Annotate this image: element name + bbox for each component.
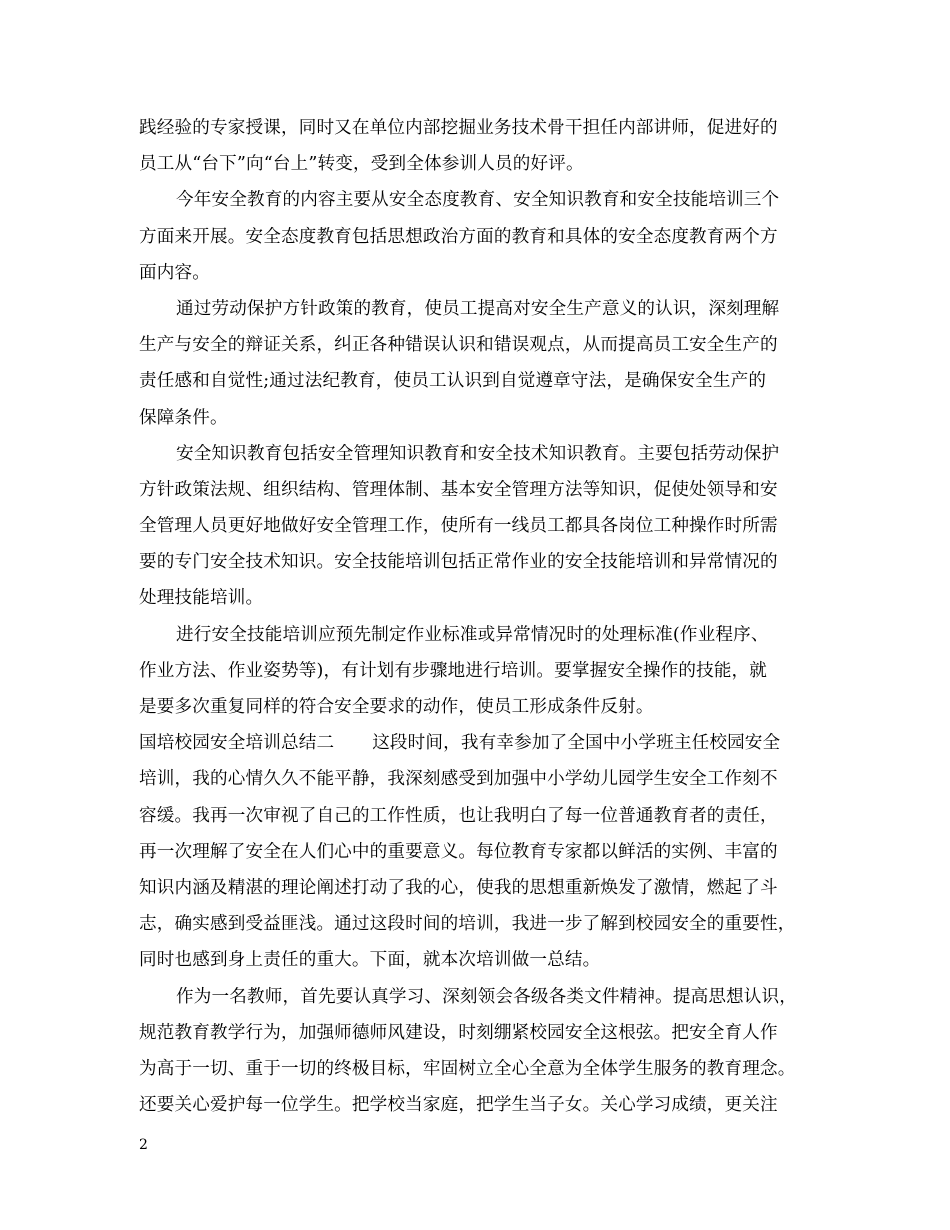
paragraph-start: 通过劳动保护方针政策的教育，使员工提高对安全生产意义的认识，深刻理解 [176, 298, 780, 319]
text-line: 全管理人员更好地做好安全管理工作，使所有一线员工都具各岗位工种操作时所需 [139, 516, 778, 537]
text-line: 是要多次重复同样的符合安全要求的动作，使员工形成条件反射。 [139, 697, 654, 717]
text-line: 为高于一切、重于一切的终极目标，牢固树立全心全意为全体学生服务的教育理念。 [139, 1058, 796, 1079]
text-line: 规范教育教学行为，加强师德师风建设，时刻绷紧校园安全这根弦。把安全育人作 [139, 1022, 778, 1043]
text-line: 还要关心爱护每一位学生。把学校当家庭，把学生当子女。关心学习成绩，更关注 [139, 1095, 778, 1116]
paragraph-start: 安全知识教育包括安全管理知识教育和安全技术知识教育。主要包括劳动保护 [176, 443, 780, 464]
text-line: 践经验的专家授课，同时又在单位内部挖掘业务技术骨干担任内部讲师，促进好的 [139, 118, 778, 138]
text-line: 保障条件。 [139, 407, 228, 428]
text-line: 生产与安全的辩证关系，纠正各种错误认识和错误观点，从而提高员工安全生产的 [139, 335, 778, 356]
text-line: 方面来开展。安全态度教育包括思想政治方面的教育和具体的安全态度教育两个方 [139, 226, 778, 247]
text-line: 处理技能培训。 [139, 588, 264, 609]
text-line: 知识内涵及精湛的理论阐述打动了我的心，使我的思想重新焕发了激情，燃起了斗 [139, 877, 778, 898]
text-line: 志，确实感到受益匪浅。通过这段时间的培训，我进一步了解到校园安全的重要性， [139, 914, 796, 935]
section-heading: 国培校园安全培训总结二 [139, 733, 335, 754]
text-line: 容缓。我再一次审视了自己的工作性质，也让我明白了每一位普通教育者的责任， [139, 805, 778, 826]
text-line: 培训，我的心情久久不能平静，我深刻感受到加强中小学幼儿园学生安全工作刻不 [139, 769, 778, 790]
text-line: 方针政策法规、组织结构、管理体制、基本安全管理方法等知识，促使处领导和安 [139, 479, 778, 500]
paragraph-start: 今年安全教育的内容主要从安全态度教育、安全知识教育和安全技能培训三个 [176, 190, 780, 211]
text-line: 员工从“台下”向“台上”转变，受到全体参训人员的好评。 [139, 154, 584, 175]
text-line: 责任感和自觉性;通过法纪教育，使员工认识到自觉遵章守法，是确保安全生产的 [139, 371, 767, 392]
page-number: 2 [139, 1137, 148, 1153]
text-line: 要的专门安全技术知识。安全技能培训包括正常作业的安全技能培训和异常情况的 [139, 552, 778, 573]
paragraph-start: 作为一名教师，首先要认真学习、深刻领会各级各类文件精神。提高思想认识， [176, 986, 798, 1007]
text-line: 面内容。 [139, 262, 210, 283]
text-line: 作业方法、作业姿势等)，有计划有步骤地进行培训。要掌握安全操作的技能，就 [139, 660, 768, 681]
text-line: 同时也感到身上责任的重大。下面，就本次培训做一总结。 [139, 950, 601, 971]
section-first-text: 这段时间，我有幸参加了全国中小学班主任校园安全 [372, 733, 781, 754]
text-line: 再一次理解了安全在人们心中的重要意义。每位教育专家都以鲜活的实例、丰富的 [139, 841, 778, 862]
paragraph-start: 进行安全技能培训应预先制定作业标准或异常情况时的处理标准(作业程序、 [176, 624, 769, 645]
document-body [139, 110, 829, 1123]
section-heading-line [139, 725, 829, 761]
